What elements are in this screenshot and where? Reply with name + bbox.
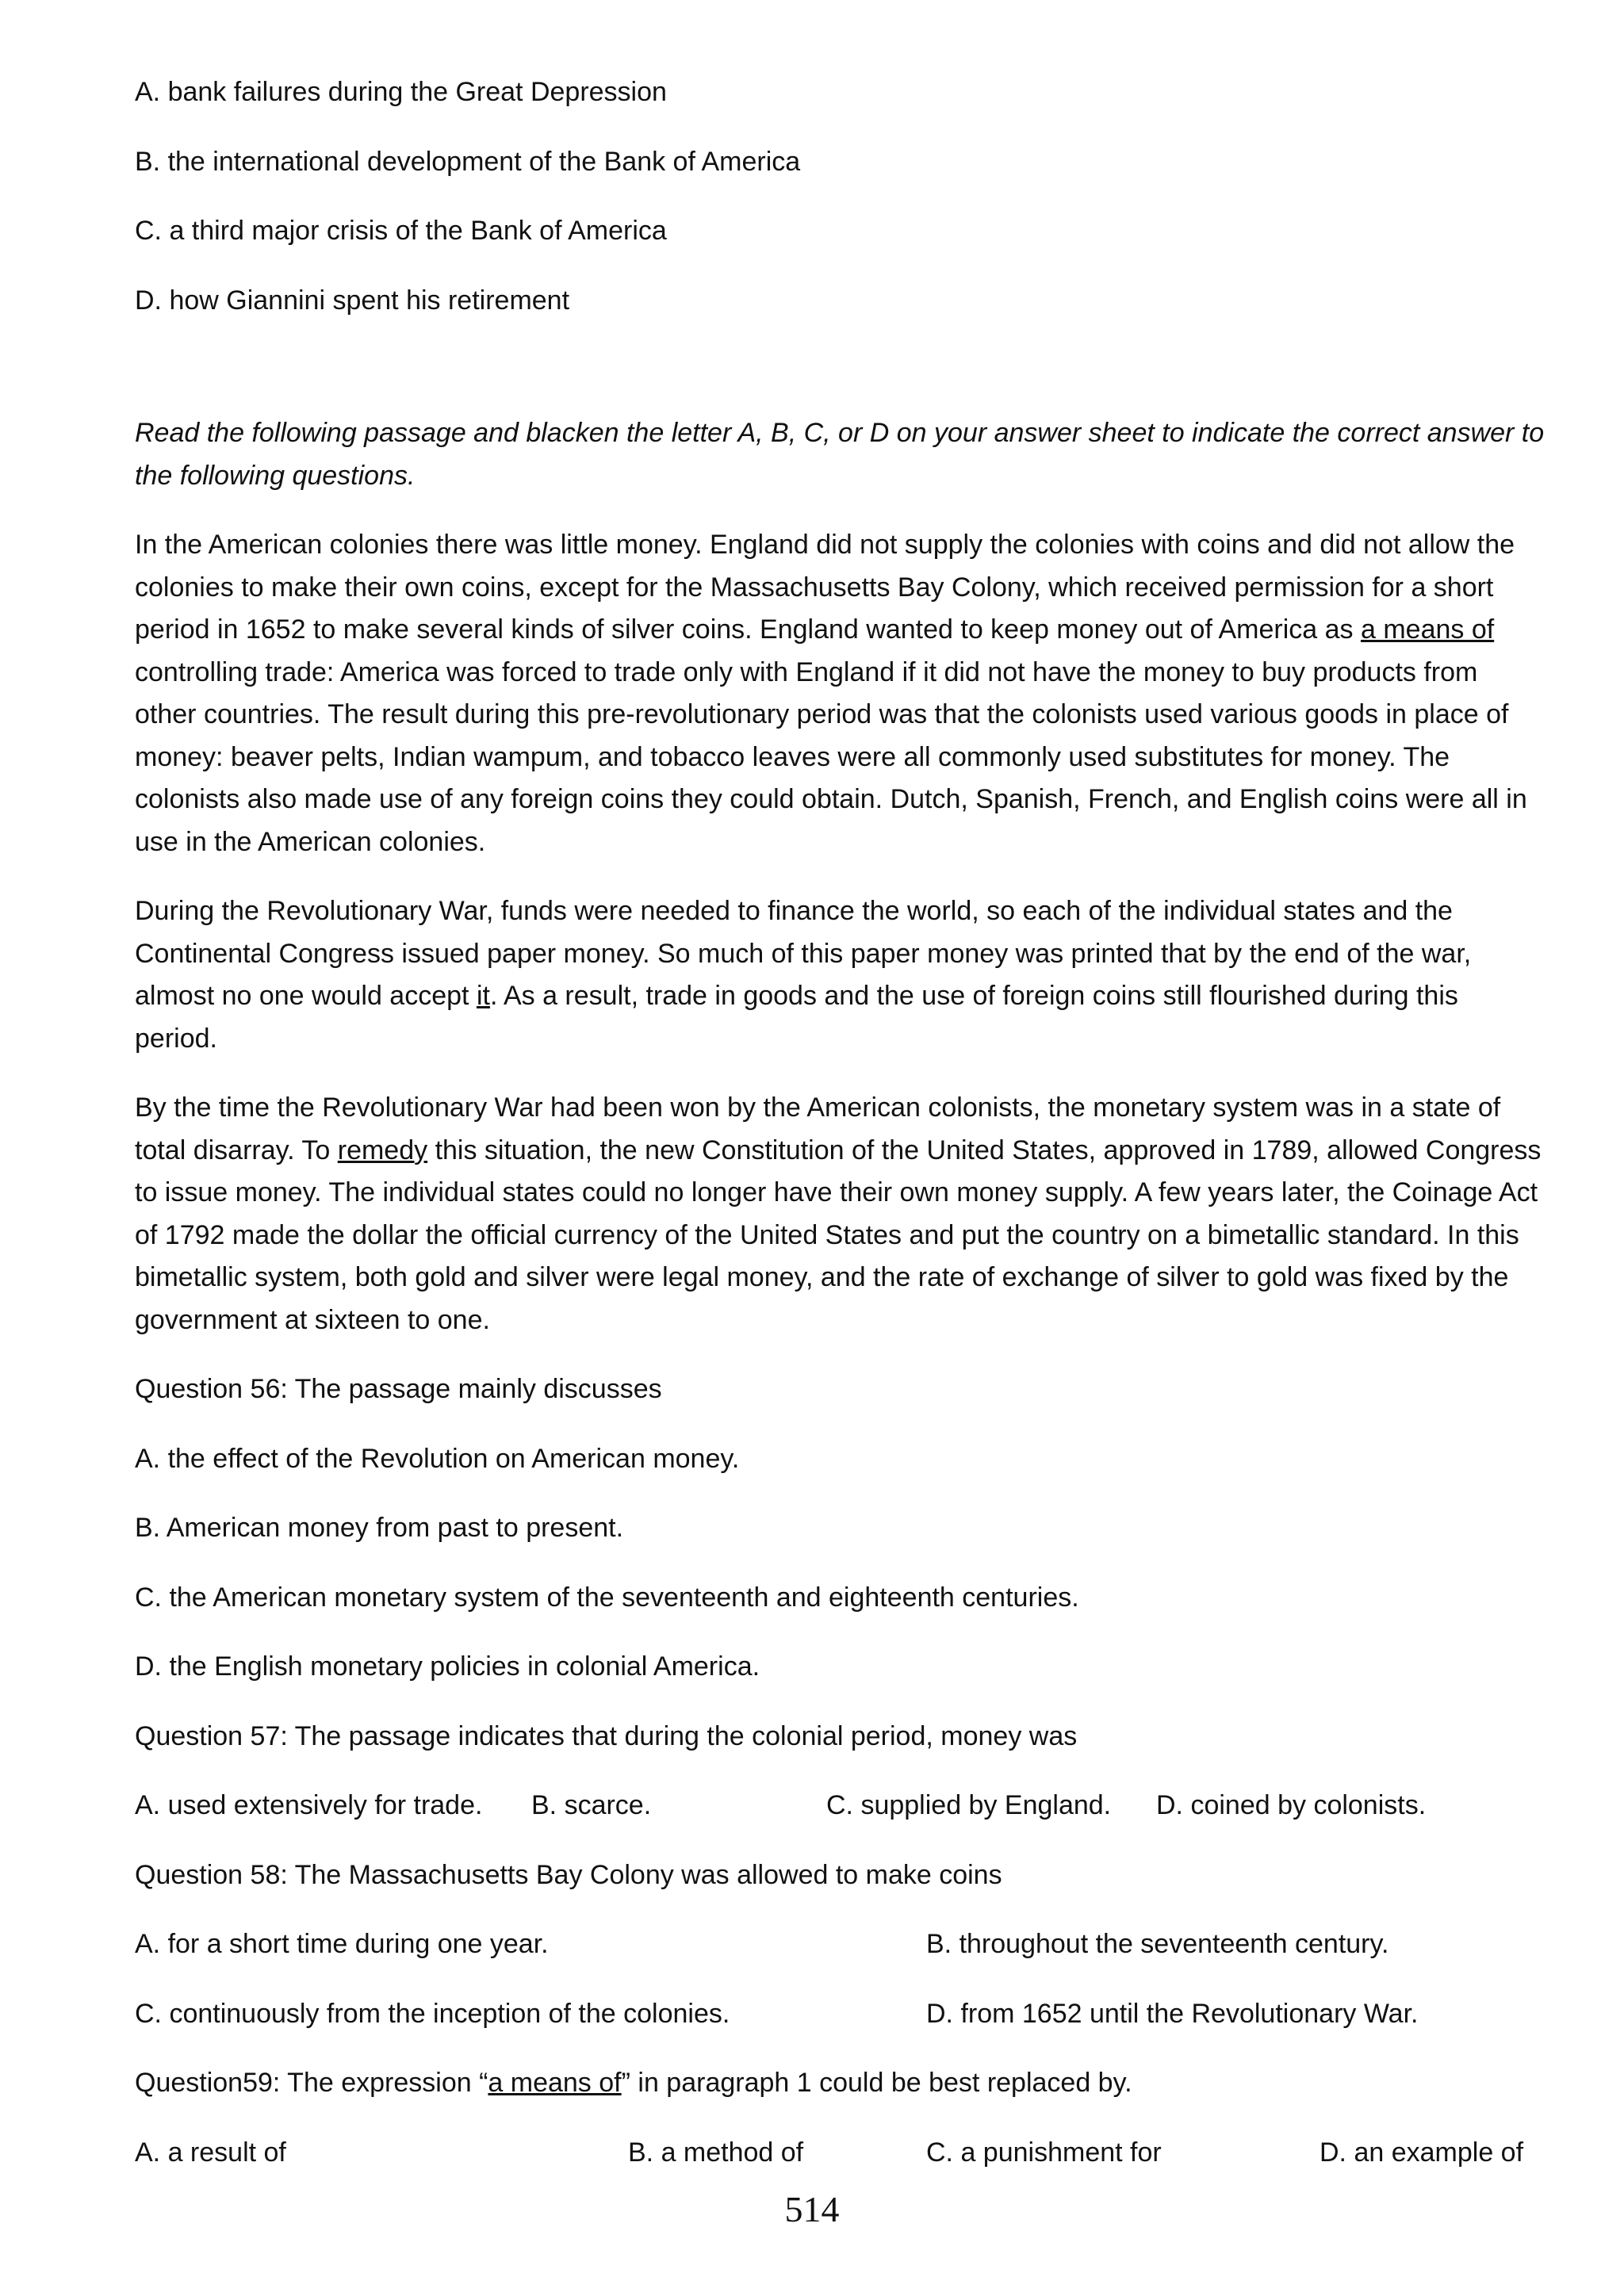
q57-option-b: B. scarce. [531,1790,652,1820]
prev-option-c: C. a third major crisis of the Bank of America [135,216,667,246]
question-57-stem: Question 57: The passage indicates that during the colonial period, money was [135,1720,1078,1751]
question-58-stem: Question 58: The Massachusetts Bay Colony was allowed to make coins [135,1859,1002,1890]
q59-option-a: A. a result of [135,2137,286,2168]
q58-option-b: B. throughout the seventeenth century. [926,1929,1389,1959]
passage-paragraph-1 [135,524,1546,863]
question-56-stem: Question 56: The passage mainly discusses [135,1374,662,1404]
p2-underlined-word: it [476,981,490,1011]
q59-option-b: B. a method of [628,2137,804,2168]
q58-options-row-1 [135,1923,1546,1966]
q57-option-d: D. coined by colonists. [1156,1790,1427,1820]
q57-option-c: C. supplied by England. [826,1790,1112,1820]
q58-options-row-2 [135,1993,1546,2036]
p3-text-before: By the time the Revolutionary War had been won by the American colonists, the monetary system was in a state of total disarray. To [135,1093,1501,1165]
q59-option-d: D. an example of [1320,2137,1524,2168]
instruction: Read the following passage and blacken the letter A, B, C, or D on your answer sheet to indicate the correct answer to the following questions. [135,418,1545,491]
prev-option-a: A. bank failures during the Great Depression [135,77,667,107]
q57-option-a: A. used extensively for trade. [135,1790,483,1820]
q56-option-d: D. the English monetary policies in colonial America. [135,1651,760,1682]
p1-text-after: controlling trade: America was forced to trade only with England if it did not have the money to buy products from other countries. The result during this pre-revolutionary period was that the colonists used various goods in place of money: beaver pelts, Indian wampum, and tobacco leaves were all commonly used substitutes for money. The colonists also made use of any foreign coins they could obtain. Dutch, Spanish, French, and English coins were all in use in the American colonies. [135,656,1527,857]
p1-text-before: In the American colonies there was little money. England did not supply the colonies with coins and did not allow the colonies to make their own coins, except for the Massachusetts Bay Colony, which received permission for a short period in 1652 to make several kinds of silver coins. England wanted to keep money out of America as [135,530,1515,645]
q56-option-c: C. the American monetary system of the seventeenth and eighteenth centuries. [135,1582,1079,1613]
q56-option-b: B. American money from past to present. [135,1513,624,1543]
q59-options-row [135,2132,1546,2175]
q59-stem-before: Question59: The expression “ [135,2068,488,2098]
p2-text-before: During the Revolutionary War, funds were needed to finance the world, so each of the individual states and the Continental Congress issued paper money. So much of this paper money was printed that by the end of the war, almost no one would accept [135,896,1472,1011]
question-59-stem [135,2062,1546,2105]
p3-underlined-word: remedy [337,1135,428,1165]
prev-option-d: D. how Giannini spent his retirement [135,285,570,316]
p1-underlined-phrase: a means of [1360,614,1495,645]
q59-option-c: C. a punishment for [926,2137,1162,2168]
page-content [135,71,1546,2201]
q58-option-d: D. from 1652 until the Revolutionary War. [926,1998,1419,2029]
q59-stem-after: ” in paragraph 1 could be best replaced by. [621,2068,1132,2098]
q57-options-row [135,1785,1546,1827]
prev-option-b: B. the international development of the Bank of America [135,146,801,177]
q59-underlined-phrase: a means of [488,2068,622,2098]
passage-paragraph-3 [135,1087,1546,1341]
passage-paragraph-2 [135,890,1546,1060]
q56-option-a: A. the effect of the Revolution on American money. [135,1443,740,1474]
p2-text-after: . As a result, trade in goods and the use of foreign coins still flourished during this period. [135,981,1458,1054]
page-number: 514 [784,2189,840,2229]
q58-option-a: A. for a short time during one year. [135,1929,549,1959]
p3-text-after: this situation, the new Constitution of the United States, approved in 1789, allowed Congress to issue money. The individual states could no longer have their own money supply. A few years later, the Coinage Act of 1792 made the dollar the official currency of the United States and put the country on a bimetallic standard. In this bimetallic system, both gold and silver were legal money, and the rate of exchange of silver to gold was fixed by the government at sixteen to one. [135,1135,1542,1335]
q58-option-c: C. continuously from the inception of the colonies. [135,1998,730,2029]
